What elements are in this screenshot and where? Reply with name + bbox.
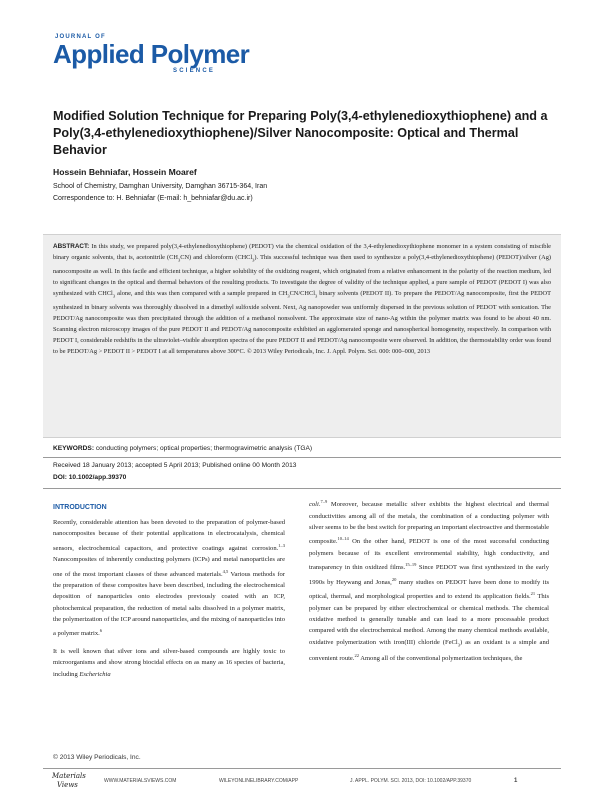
footer-citation: J. APPL. POLYM. SCI. 2013, DOI: 10.1002/APP.39370 xyxy=(350,778,472,784)
doi[interactable]: DOI: 10.1002/app.39370 xyxy=(53,474,127,481)
journal-logo xyxy=(53,34,253,80)
correspondence: Correspondence to: H. Behniafar (E-mail: h_behniafar@du.ac.ir) xyxy=(53,195,253,202)
abstract-text: ABSTRACT: In this study, we prepared poly(3,4-ethylenedioxythiophene) (PEDOT) via the chemical oxidation of the 3,4-ethylenedioxythiophene monomer in a system consisting of miscible binary organic solvents, that is, acetonitrile $(CH_3CN)$ and chloroform (CHCl$_3$). This successful technique was then used to synthesize a poly(3,4-ethylenedioxythiophene) (PEDOT)/silver (Ag) nanocomposite as well. In this facile and efficient technique, a higher solubility of the oxidizing reagent, which originated from a relative enhancement in the polarity of the reaction medium, led to significant changes in the optical and thermal behaviors of the resulting products. To investigate the degree of validity of the technique applied, a pure sample of PEDOT (PEDOT I) was also synthesized with CHCl$_3$ alone, and this was then compared with a sample prepared in $CH_3CN/CHCl_3$ binary solvents (PEDOT II). To prepare the PEDOT/Ag nanocomposite, first the PEDOT synthesized in binary solvents was thoroughly dissolved in a dimethyl sulfoxide solvent. Next, Ag nanopowder was uniformly dispersed in the previous solution of PEDOT with sonication. The PEDOT/Ag nanocomposite was then precipitated through the addition of a methanol nonsolvent. The approximate size of nano-Ag within the polymer matrix was found to be about 40 nm. Scanning electron microscopy images of the pure PEDOT II and PEDOT/Ag nanocomposite exhibited an agglomerated sponge and nanospherical homogeneity, respectively. In comparison with PEDOT I, considerable redshifts in the ultraviolet–visible absorption spectra of the pure PEDOT II and PEDOT/Ag nanocomposite were observed. In addition, the thermostability order was found to be PEDOT/Ag > PEDOT II > PEDOT I at all temperatures above 300°C. © 2013 Wiley Periodicals, Inc. J. Appl. Polym. Sci. 000: 000–000, 2013 xyxy=(53,243,552,356)
abstract-label: ABSTRACT: xyxy=(53,243,90,250)
journal-suffix: SCIENCE xyxy=(173,68,216,74)
materials-views-logo xyxy=(48,770,88,790)
article-authors: Hossein Behniafar, Hossein Moaref xyxy=(53,167,197,177)
body-column-right xyxy=(309,496,549,671)
divider xyxy=(43,488,561,489)
body-column-left xyxy=(53,517,285,686)
body-paragraph: It is well known that silver ions and silver-based compounds are highly toxic to microorganisms and show strong biocidal effects on as many as 16 species of bacteria, including Escherichia xyxy=(53,647,285,678)
intro-heading: INTRODUCTION xyxy=(53,504,107,511)
divider xyxy=(43,457,561,458)
keywords: conducting polymers; optical properties; thermogravimetric analysis (TGA) xyxy=(95,445,313,452)
journal-prefix: JOURNAL OF xyxy=(55,34,106,40)
footer-url-wiley[interactable]: WILEYONLINELIBRARY.COM/APP xyxy=(219,778,299,784)
footer-url-materialsviews[interactable]: WWW.MATERIALSVIEWS.COM xyxy=(104,778,177,784)
keywords-label: KEYWORDS: xyxy=(53,445,95,452)
journal-name: Applied Polymer xyxy=(53,39,250,69)
body-paragraph: coli.$^{7-9}$ Moreover, because metallic silver exhibits the highest electrical and thermal conductivities among all of the metals, the combination of a conducting polymer with silver seems to be the best switch for preparing an important electroactive and thermostable composite.$^{10-14}$ On the other hand, PEDOT is one of the most successful conducting polymers because of its excellent environmental stability, high conductivity, and transparency in thin oxidized films.$^{15-19}$ Since PEDOT was first synthesized in the early 1990s by Heywang and Jonas,$^{20}$ many studies on PEDOT have been done to modify its optical, thermal, and morphological properties and to extend its application fields.$^{21}$ This polymer can be prepared by either electrochemical or chemical methods. The chemical oxidative method is generally tunable and can lead to a more processable product compared with the electrochemical method. Among the many chemical methods available, oxidative polymerization with iron(III) chloride (FeCl$_3$) as an oxidant is a simple and convenient route.$^{22}$ Among all of the conventional polymerization techniques, the xyxy=(309,499,549,663)
body-paragraph: Recently, considerable attention has been devoted to the preparation of polymer-based nanocomposites because of their potential applications in electrocatalysis, chemical sensors, electrochemical capacitors, and protective coatings against corrosion.$^{1-3}$ Nanocomposites of inherently conducting polymers (ICPs) and metal nanoparticles are one of the most important classes of these advanced materials.$^{4,5}$ Various methods for the preparation of these composites have been described, including the electrochemical deposition of nanoparticles onto electrodes previously coated with an ICP, photochemical preparation, the reduction of metal salts dissolved in a polymer matrix, the polymerization of the ICP around nanoparticles, and the mixing of nanoparticles into a polymer matrix.$^6$ xyxy=(53,519,285,638)
logo-text-1: Materials xyxy=(52,772,86,780)
affiliation-block xyxy=(53,181,267,205)
abstract-box xyxy=(43,234,561,438)
article-title: Modified Solution Technique for Preparing Poly(3,4-ethylenedioxythiophene) and a Poly(3,4-ethylenedioxythiophene)/Silver Nanocomposite: Optical and Thermal Behavior xyxy=(53,109,548,157)
affiliation: School of Chemistry, Damghan University, Damghan 36715-364, Iran xyxy=(53,183,268,190)
footer-divider xyxy=(43,768,561,769)
keywords-line xyxy=(53,445,312,452)
page-footer xyxy=(104,778,574,788)
received-dates: Received 18 January 2013; accepted 5 April 2013; Published online 00 Month 2013 xyxy=(53,462,297,469)
page-number: 1 xyxy=(514,778,518,784)
logo-text-2: Views xyxy=(57,781,78,789)
copyright: © 2013 Wiley Periodicals, Inc. xyxy=(53,754,141,761)
